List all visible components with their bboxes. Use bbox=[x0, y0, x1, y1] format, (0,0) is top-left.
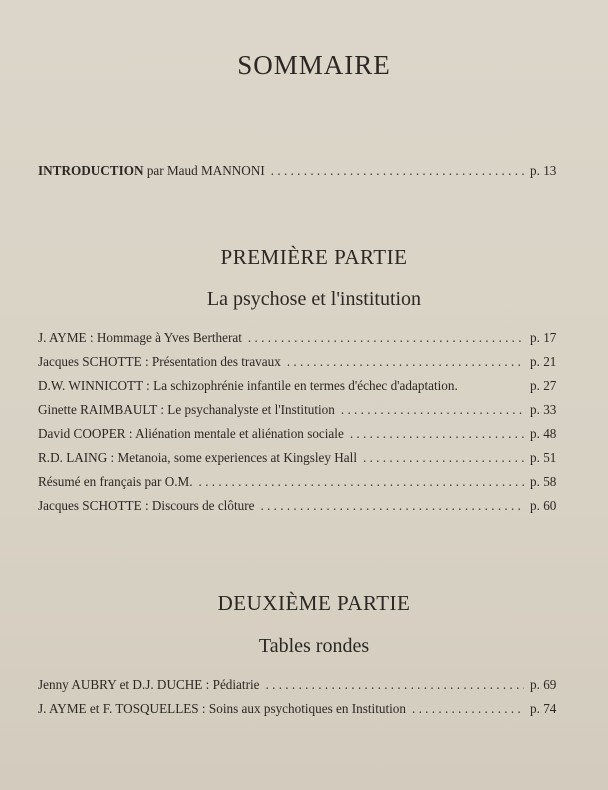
part-two-heading: DEUXIÈME PARTIE bbox=[217, 591, 411, 615]
page-number: p. 69 bbox=[530, 677, 557, 692]
page-number: p. 17 bbox=[530, 330, 557, 345]
leader-dots bbox=[199, 474, 524, 490]
leader-dots bbox=[350, 426, 524, 442]
toc-entry bbox=[38, 701, 578, 721]
toc-entry bbox=[38, 378, 578, 398]
leader-dots bbox=[287, 354, 524, 370]
introduction-author: par Maud MANNONI bbox=[143, 163, 265, 178]
entry-text: Résumé en français par O.M. bbox=[38, 474, 193, 489]
entry-text: David COOPER : Aliénation mentale et aliénation sociale bbox=[38, 426, 344, 441]
page-title: SOMMAIRE bbox=[237, 50, 391, 80]
toc-entry bbox=[38, 474, 578, 494]
page-number: p. 51 bbox=[530, 450, 557, 465]
toc-entry bbox=[38, 450, 578, 470]
part-one-subheading: La psychose et l'institution bbox=[206, 288, 422, 310]
part-two-subheading: Tables rondes bbox=[258, 635, 370, 657]
entry-text: J. AYME : Hommage à Yves Bertherat bbox=[38, 330, 242, 345]
entry-text: Jacques SCHOTTE : Discours de clôture bbox=[38, 498, 255, 513]
page-number: p. 60 bbox=[530, 498, 557, 513]
page-number: p. 58 bbox=[530, 474, 557, 489]
toc-entry bbox=[38, 354, 578, 374]
leader-dots bbox=[412, 701, 524, 717]
entry-text: J. AYME et F. TOSQUELLES : Soins aux psychotiques en Institution bbox=[38, 701, 406, 716]
leader-dots bbox=[341, 402, 524, 418]
page-number: p. 21 bbox=[530, 354, 557, 369]
toc-entry bbox=[38, 677, 578, 697]
leader-dots bbox=[248, 330, 524, 346]
entry-text bbox=[38, 163, 265, 179]
introduction-label: INTRODUCTION bbox=[38, 163, 144, 178]
page-number: p. 74 bbox=[530, 701, 557, 716]
entry-text: D.W. WINNICOTT : La schizophrénie infantile en termes d'échec d'adaptation. bbox=[38, 378, 458, 393]
part-one-heading: PREMIÈRE PARTIE bbox=[220, 245, 408, 269]
entry-text: Ginette RAIMBAULT : Le psychanalyste et l'Institution bbox=[38, 402, 335, 417]
toc-entry bbox=[38, 426, 578, 446]
entry-text: Jenny AUBRY et D.J. DUCHE : Pédiatrie bbox=[38, 677, 260, 692]
leader-dots bbox=[363, 450, 524, 466]
leader-dots bbox=[260, 498, 524, 514]
page-number: p. 33 bbox=[530, 402, 557, 417]
entry-text: R.D. LAING : Metanoia, some experiences at Kingsley Hall bbox=[38, 450, 357, 465]
page-number: p. 48 bbox=[530, 426, 557, 441]
toc-entry bbox=[38, 498, 578, 518]
leader-dots bbox=[266, 677, 525, 693]
page-number: p. 13 bbox=[530, 163, 557, 178]
entry-text: Jacques SCHOTTE : Présentation des travaux bbox=[38, 354, 281, 369]
toc-entry-introduction bbox=[38, 163, 578, 183]
leader-dots bbox=[271, 163, 524, 179]
toc-entry bbox=[38, 330, 578, 350]
page-number: p. 27 bbox=[530, 378, 557, 393]
toc-entry bbox=[38, 402, 578, 422]
